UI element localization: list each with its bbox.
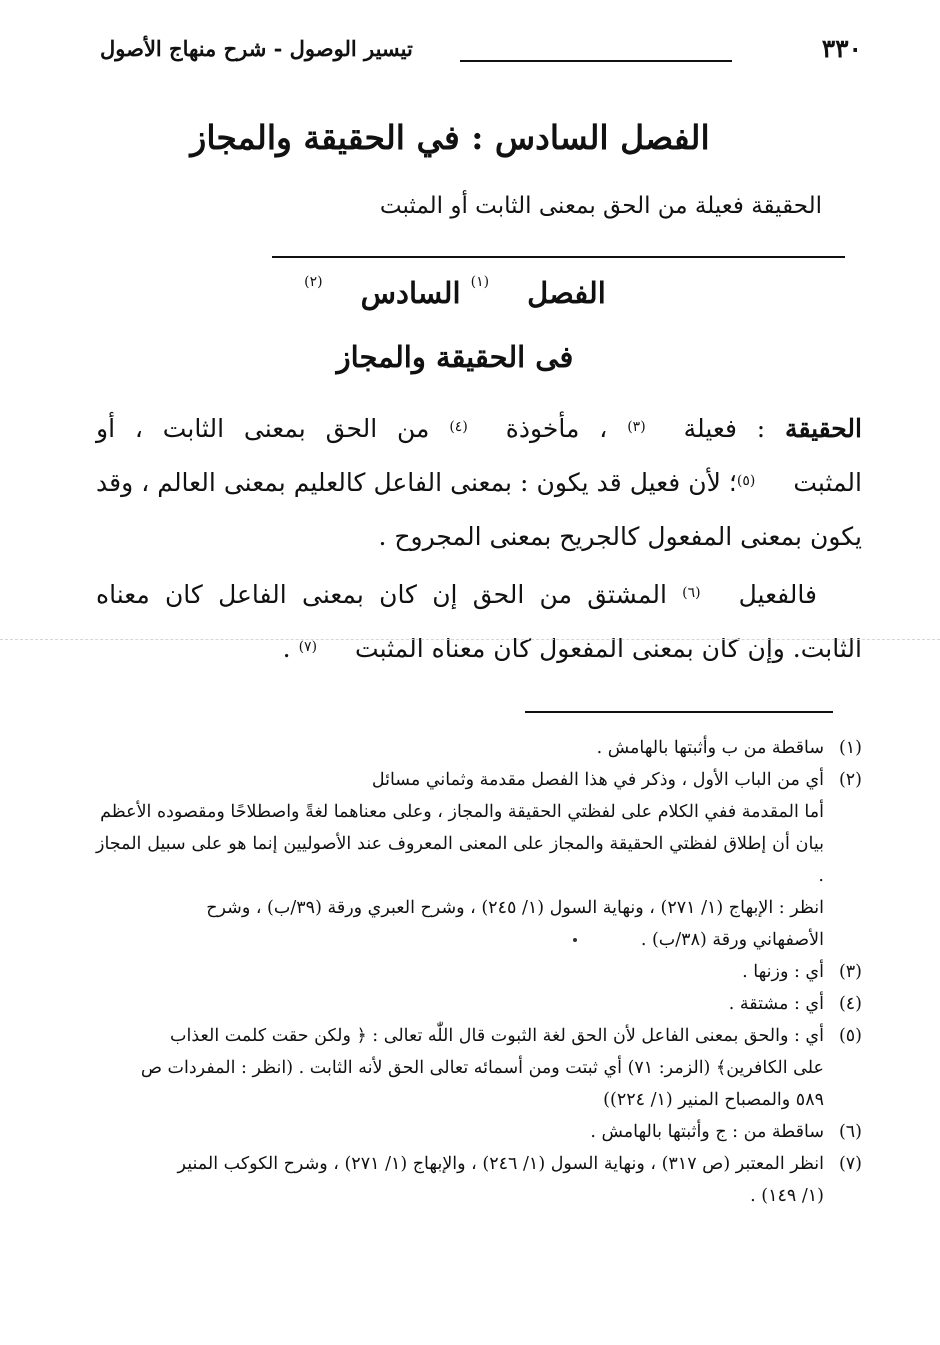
footnote-line: ٥٨٩ والمصباح المنير (١/ ٢٢٤)) [603,1090,824,1110]
footnote-line: (١/ ١٤٩) . [750,1186,824,1206]
chapter-rule [272,256,845,258]
footnote-number: (٧) [838,1154,862,1174]
footnote-line: أي : مشتقة . [728,994,824,1014]
running-header [100,28,862,78]
paragraph [96,402,862,564]
footnote-line: انظر المعتبر (ص ٣١٧) ، ونهاية السول (١/ ٢٤٦) ، والإبهاج (١/ ٢٧١) ، وشرح الكوكب المنير [177,1154,824,1174]
footnote [96,732,862,764]
body-text [96,402,862,676]
footnote-line: أي : والحق بمعنى الفاعل لأن الحق لغة الثبوت قال اللّٰه تعالى : ﴿ ولكن حقت كلمت العذاب [170,1026,824,1046]
footnote-number: (٣) [838,962,862,982]
footnote-ref: (٥) [736,473,756,489]
chapter-title: الفصل السادس : في الحقيقة والمجاز [190,118,710,157]
footnote [96,1116,862,1148]
footnote [96,1020,862,1116]
footnote-rule [525,711,833,713]
footnote-number: (١) [838,738,862,758]
footnote-line: ساقطة من ب وأثبتها بالهامش . [596,738,824,758]
scan-speck [573,938,577,942]
text-run: المشتق من الحق إن كان بمعنى الفاعل كان معناه الثابت. وإن كان بمعنى المفعول كان معناه المثبت [96,580,862,663]
footnote-line: أي من الباب الأول ، وذكر في هذا الفصل مقدمة وثماني مسائل [371,770,824,790]
footnote-ref: (٤) [449,419,468,435]
section-heading-word: الفصل [527,276,606,310]
footnote-line: أي : وزنها . [742,962,824,982]
section-heading-word: السادس [360,276,461,310]
chapter-subtitle: الحقيقة فعيلة من الحق بمعنى الثابت أو المثبت [379,193,822,219]
footnote-ref: (٣) [627,419,646,435]
footnote-number: (٦) [838,1122,862,1142]
footnote-ref: (٦) [682,585,701,601]
text-run: : فعيلة [683,414,786,443]
footnote-line: أما المقدمة ففي الكلام على لفظتي الحقيقة والمجاز ، وعلى معناهما لغةً واصطلاحًا ومقصوده الأعظم [100,802,824,822]
running-title: تيسير الوصول - شرح منهاج الأصول [100,36,413,61]
footnote-line: انظر : الإبهاج (١/ ٢٧١) ، ونهاية السول (١/ ٢٤٥) ، وشرح العبري ورقة (٣٩/ب) ، وشرح [206,898,824,918]
paragraph [96,568,862,676]
header-rule [460,60,732,62]
footnote-ref: (٧) [298,639,318,655]
section-heading [280,276,630,310]
text-run: من الحق بمعنى الثابت ، أو المثبت [96,414,862,497]
footnote [96,1148,862,1212]
footnote [96,956,862,988]
footnote [96,764,862,956]
footnote-line: ساقطة من : ج وأثبتها بالهامش . [590,1122,824,1142]
text-run: . [282,634,299,663]
footnote [96,988,862,1020]
footnote-line: الأصفهاني ورقة (٣٨/ب) . [640,930,824,950]
footnote-ref: (١) [470,274,490,290]
defined-term: الحقيقة [785,414,862,443]
footnote-number: (٤) [838,994,862,1014]
footnote-number: (٢) [838,770,862,790]
footnote-line: على الكافرين﴾ (الزمر: ٧١) أي ثبتت ومن أسمائه تعالى الحق لأنه الثابت . (انظر : المفردات ص [140,1058,824,1078]
footnote-line: بيان أن إطلاق لفظتي الحقيقة والمجاز على المعنى المعروف عند الأصوليين إنما هو على سبيل المجاز . [96,834,824,886]
text-run: ، مأخوذة [505,414,628,443]
scan-artifact-line [0,639,940,640]
footnote-ref: (٢) [304,274,323,290]
footnotes [96,732,862,1212]
section-subheading: فى الحقيقة والمجاز [336,340,574,374]
text-run: ؛ لأن فعيل قد يكون : بمعنى الفاعل كالعليم بمعنى العالم ، وقد يكون بمعنى المفعول كالجريح بمعنى المجروح . [96,468,862,551]
footnote-number: (٥) [838,1026,862,1046]
text-run: فالفعيل [738,580,817,609]
page-number: ٣٣٠ [821,34,862,63]
